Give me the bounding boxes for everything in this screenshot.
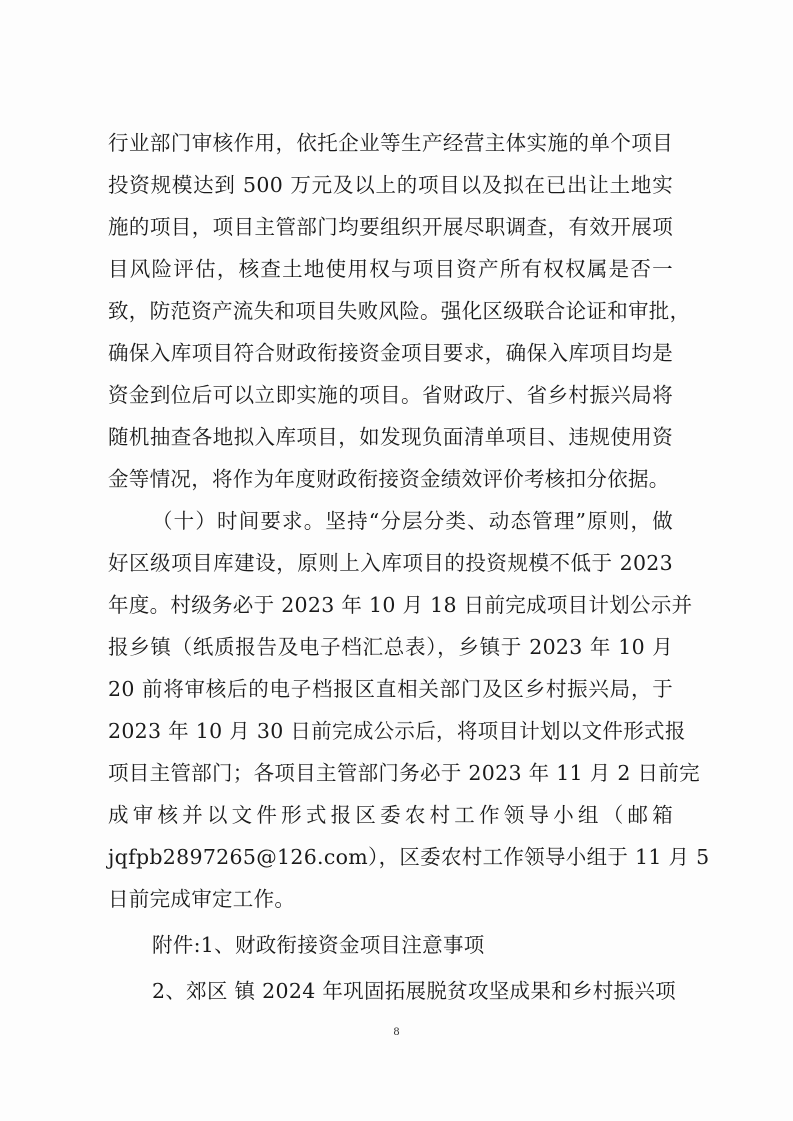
text-line: 项目主管部门；各项目主管部门务必于 2023 年 11 月 2 日前完 [108,761,700,785]
section-heading-line: （十）时间要求。坚持“分层分类、动态管理”原则，做 [152,509,673,533]
text-line: 年度。村级务必于 2023 年 10 月 18 日前完成项目计划公示并 [108,593,693,617]
text-line: 行业部门审核作用，依托企业等生产经营主体实施的单个项目 [108,131,673,155]
text-line: 金等情况，将作为年度财政衔接资金绩效评价考核扣分依据。 [108,467,670,491]
document-body [108,122,710,1012]
text-line: 日前完成审定工作。 [108,887,296,911]
text-line: 确保入库项目符合财政衔接资金项目要求，确保入库项目均是 [108,341,673,365]
text-line: 致，防范资产流失和项目失败风险。强化区级联合论证和审批， [108,299,691,323]
attachment-line: 2、郊区 镇 2024 年巩固拓展脱贫攻坚成果和乡村振兴项 [152,979,676,1003]
text-line: 资金到位后可以立即实施的项目。省财政厅、省乡村振兴局将 [108,383,673,407]
text-line: 好区级项目库建设，原则上入库项目的投资规模不低于 2023 [108,551,673,575]
text-line: 2023 年 10 月 30 日前完成公示后，将项目计划以文件形式报 [108,719,686,743]
page-number: 8 [393,1024,400,1038]
text-line: 20 前将审核后的电子档报区直相关部门及区乡村振兴局，于 [108,677,673,701]
text-line: 报乡镇（纸质报告及电子档汇总表），乡镇于 2023 年 10 月 [108,635,673,659]
text-line: 随机抽查各地拟入库项目，如发现负面清单项目、违规使用资 [108,425,673,449]
text-line: 目风险评估，核查土地使用权与项目资产所有权权属是否一 [108,257,673,281]
text-line: 施的项目，项目主管部门均要组织开展尽职调查，有效开展项 [108,215,673,239]
text-line: 投资规模达到 500 万元及以上的项目以及拟在已出让土地实 [108,173,673,197]
text-line: 成审核并以文件形式报区委农村工作领导小组（邮箱 [108,803,673,827]
attachment-line: 附件:1、财政衔接资金项目注意事项 [152,933,485,957]
text-line: jqfpb2897265@126.com），区委农村工作领导小组于 11 月 5 [108,845,710,869]
